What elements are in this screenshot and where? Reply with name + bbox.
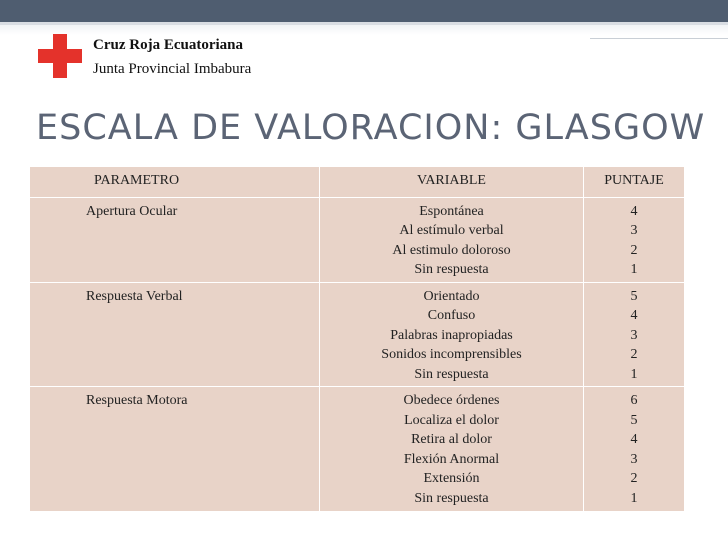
puntaje-item: 5 [630, 412, 638, 428]
table-row [30, 387, 685, 512]
variable-cell [320, 282, 584, 387]
variable-item: Sonidos incomprensibles [381, 347, 522, 362]
org-name: Cruz Roja Ecuatoriana [93, 37, 243, 53]
variable-item: Localiza el dolor [404, 412, 499, 428]
puntaje-item: 4 [630, 308, 638, 323]
variable-item: Sin respuesta [414, 490, 489, 506]
glasgow-table [29, 166, 685, 512]
parametro-cell: Respuesta Verbal [30, 282, 320, 387]
variable-item: Extensión [423, 471, 480, 486]
org-subtitle: Junta Provincial Imbabura [93, 61, 252, 77]
variable-item: Orientado [423, 288, 480, 304]
column-header-variable: VARIABLE [320, 167, 584, 198]
variable-item: Confuso [427, 308, 476, 323]
table-header-row [30, 167, 685, 198]
puntaje-item: 3 [630, 451, 638, 467]
top-gradient [0, 25, 728, 35]
variable-item: Sin respuesta [414, 366, 489, 382]
puntaje-item: 2 [630, 347, 638, 362]
table-row [30, 197, 685, 282]
puntaje-item: 1 [630, 490, 638, 506]
column-header-parametro: PARAMETRO [30, 167, 320, 198]
puntaje-item: 3 [630, 223, 638, 238]
variable-item: Al estímulo verbal [399, 223, 504, 238]
page-title: ESCALA DE VALORACION: GLASGOW [36, 108, 706, 148]
variable-item: Palabras inapropiadas [390, 327, 513, 343]
variable-item: Espontánea [419, 203, 484, 219]
puntaje-item: 5 [630, 288, 638, 304]
table-row [30, 282, 685, 387]
parametro-cell: Apertura Ocular [30, 197, 320, 282]
variable-item: Flexión Anormal [403, 451, 500, 467]
puntaje-cell [584, 387, 685, 512]
puntaje-item: 6 [630, 393, 638, 408]
puntaje-item: 1 [630, 366, 638, 382]
variable-cell [320, 387, 584, 512]
puntaje-item: 2 [630, 242, 638, 258]
corner-line [590, 38, 728, 39]
puntaje-item: 1 [630, 262, 638, 277]
variable-item: Obedece órdenes [403, 393, 500, 408]
variable-item: Sin respuesta [414, 262, 489, 277]
red-cross-icon [38, 34, 82, 78]
puntaje-item: 2 [630, 471, 638, 486]
variable-cell [320, 197, 584, 282]
variable-item: Al estimulo doloroso [392, 242, 511, 258]
puntaje-item: 3 [630, 327, 638, 343]
column-header-puntaje: PUNTAJE [584, 167, 685, 198]
puntaje-item: 4 [630, 203, 638, 219]
top-bar [0, 0, 728, 22]
puntaje-cell [584, 282, 685, 387]
puntaje-item: 4 [630, 432, 638, 447]
parametro-cell: Respuesta Motora [30, 387, 320, 512]
variable-item: Retira al dolor [411, 432, 492, 447]
puntaje-cell [584, 197, 685, 282]
